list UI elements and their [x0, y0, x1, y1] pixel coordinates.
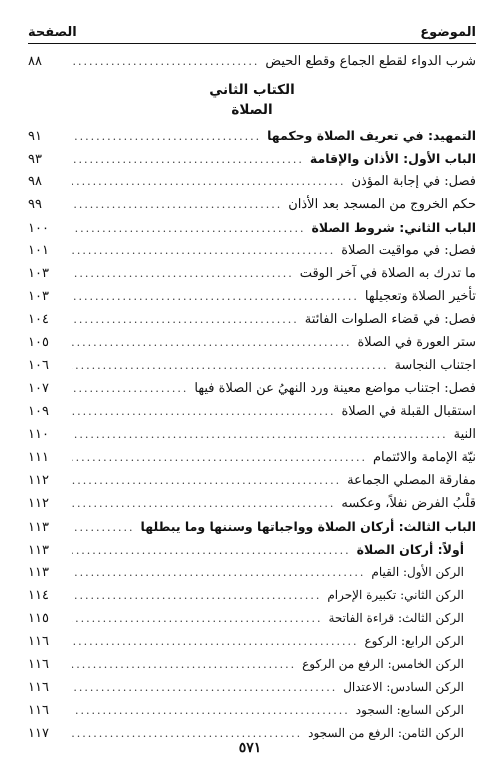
toc-entry-text: مفارقة المصلي الجماعة [347, 473, 476, 488]
toc-entry [28, 377, 476, 400]
toc-entry [28, 331, 476, 354]
leader-dots [72, 653, 296, 676]
toc-entry-page: ١١٤ [28, 588, 49, 603]
toc-entry-text: الباب الثالث: أركان الصلاة وواجباتها وسننها وما يبطلها [140, 519, 476, 534]
toc-entries-top [28, 50, 476, 73]
toc-entry [28, 607, 476, 630]
toc-entry-text: قلْبُ الفرض نفلاً، وعكسه [341, 496, 476, 511]
toc-entry-page: ١٠٦ [28, 358, 49, 373]
book-subtitle: الصلاة [231, 102, 273, 118]
toc-entry-page: ١٠٣ [28, 266, 49, 281]
toc-entry-text: ما تدرك به الصلاة في آخر الوقت [299, 266, 476, 281]
leader-dots [72, 239, 335, 262]
toc-entry-page: ١١٠ [28, 427, 49, 442]
leader-dots [72, 170, 346, 193]
toc-entry-page: ١١٢ [28, 496, 49, 511]
toc-entry-page: ١١٦ [28, 680, 49, 695]
toc-entry [28, 50, 476, 73]
toc-entry-page: ١٠٠ [28, 221, 49, 236]
leader-dots [72, 148, 304, 171]
toc-entry [28, 699, 476, 722]
toc-entry-page: ٩٨ [28, 174, 42, 189]
leader-dots [72, 699, 350, 722]
toc-entry-page: ١١٧ [28, 726, 49, 741]
leader-dots [72, 561, 365, 584]
leader-dots [72, 331, 352, 354]
toc-entry [28, 653, 476, 676]
toc-entry [28, 262, 476, 285]
toc-entry-text: ستر العورة في الصلاة [357, 335, 476, 350]
leader-dots [72, 400, 335, 423]
toc-entry-page: ١١٦ [28, 657, 49, 672]
toc-entry-page: ١٠١ [28, 243, 49, 258]
toc-entry-page: ١٠٤ [28, 312, 49, 327]
toc-entry [28, 423, 476, 446]
toc-entry-text: أولاً: أركان الصلاة [356, 542, 464, 557]
toc-entry-text: الركن الأول: القيام [371, 565, 464, 579]
toc-entry [28, 630, 476, 653]
toc-entry-text: نيّة الإمامة والائتمام [372, 450, 476, 465]
leader-dots [72, 262, 294, 285]
toc-entry-text: الركن الثاني: تكبيرة الإحرام [327, 588, 464, 602]
toc-entry-page: ٨٨ [28, 54, 42, 69]
toc-entry-text: الباب الأول: الأذان والإقامة [309, 151, 476, 166]
toc-entry-page: ١١٥ [28, 611, 49, 626]
leader-dots [72, 50, 259, 73]
toc-entry [28, 308, 476, 331]
toc-entry-page: ١١٣ [28, 520, 49, 535]
leader-dots [72, 354, 388, 377]
toc-entry-page: ٩٣ [28, 152, 42, 167]
toc-page [28, 22, 476, 745]
toc-entry-text: الركن الثامن: الرفع من السجود [308, 726, 464, 740]
leader-dots [72, 377, 188, 400]
leader-dots [72, 607, 322, 630]
toc-entry [28, 469, 476, 492]
toc-entry-text: تأخير الصلاة وتعجيلها [364, 289, 476, 304]
leader-dots [72, 584, 321, 607]
leader-dots [72, 539, 351, 562]
toc-entry-page: ١١١ [28, 450, 49, 465]
toc-entry-text: الركن السابع: السجود [355, 703, 464, 717]
toc-entry-text: فصل: في مواقيت الصلاة [341, 243, 476, 258]
toc-entry-page: ١١٣ [28, 565, 49, 580]
toc-entry-text: اجتناب النجاسة [394, 358, 476, 373]
toc-entry-page: ١١٣ [28, 543, 49, 558]
toc-entry [28, 216, 476, 239]
book-title: الكتاب الثاني [209, 82, 295, 98]
subject-column-label: الموضوع [420, 25, 476, 40]
toc-entry-page: ١٠٥ [28, 335, 49, 350]
leader-dots [72, 217, 306, 240]
leader-dots [72, 308, 299, 331]
toc-entry-text: الركن الثالث: قراءة الفاتحة [328, 611, 464, 625]
leader-dots [72, 125, 261, 148]
toc-entry-text: الركن السادس: الاعتدال [343, 680, 464, 694]
toc-entry [28, 239, 476, 262]
toc-entry [28, 492, 476, 515]
toc-entry [28, 193, 476, 216]
toc-entry-text: حكم الخروج من المسجد بعد الأذان [288, 197, 476, 212]
toc-entry-page: ١٠٩ [28, 404, 49, 419]
toc-entry [28, 515, 476, 538]
toc-entry [28, 676, 476, 699]
toc-entry [28, 584, 476, 607]
leader-dots [72, 676, 337, 699]
toc-entry-page: ١١٦ [28, 634, 49, 649]
toc-entry-text: شرب الدواء لقطع الجماع وقطع الحيض [265, 54, 476, 69]
toc-entry-text: فصل: اجتناب مواضع معينة ورد النهيُ عن الصلاة فيها [194, 381, 476, 396]
toc-entry [28, 354, 476, 377]
toc-entry-text: الباب الثاني: شروط الصلاة [311, 220, 476, 235]
leader-dots [72, 630, 359, 653]
toc-entry-text: فصل: في إجابة المؤذن [351, 174, 476, 189]
toc-entries [28, 124, 476, 745]
toc-entry [28, 124, 476, 147]
toc-header [28, 22, 476, 44]
toc-entry-page: ١٠٣ [28, 289, 49, 304]
leader-dots [72, 193, 282, 216]
toc-entry-text: النية [453, 427, 476, 442]
toc-entry-page: ٩١ [28, 129, 42, 144]
page-column-label: الصفحة [28, 25, 77, 40]
toc-entry [28, 170, 476, 193]
toc-entry-text: استقبال القبلة في الصلاة [341, 404, 476, 419]
leader-dots [72, 446, 367, 469]
leader-dots [72, 423, 448, 446]
toc-entry [28, 561, 476, 584]
toc-entry [28, 147, 476, 170]
toc-entry-page: ٩٩ [28, 197, 42, 212]
toc-entry [28, 446, 476, 469]
toc-entry-text: التمهيد: في تعريف الصلاة وحكمها [267, 128, 476, 143]
toc-entry-page: ١٠٧ [28, 381, 49, 396]
leader-dots [72, 492, 335, 515]
leader-dots [72, 285, 359, 308]
leader-dots [72, 469, 341, 492]
toc-entry [28, 285, 476, 308]
toc-entry-text: الركن الرابع: الركوع [364, 634, 464, 648]
toc-entry-text: فصل: في قضاء الصلوات الفائتة [304, 312, 476, 327]
toc-entry-page: ١١٦ [28, 703, 49, 718]
toc-entry-page: ١١٢ [28, 473, 49, 488]
toc-entry [28, 538, 476, 561]
toc-entry-text: الركن الخامس: الرفع من الركوع [302, 657, 464, 671]
leader-dots [72, 516, 135, 539]
toc-entry [28, 400, 476, 423]
page-number: ٥٧١ [238, 740, 262, 756]
